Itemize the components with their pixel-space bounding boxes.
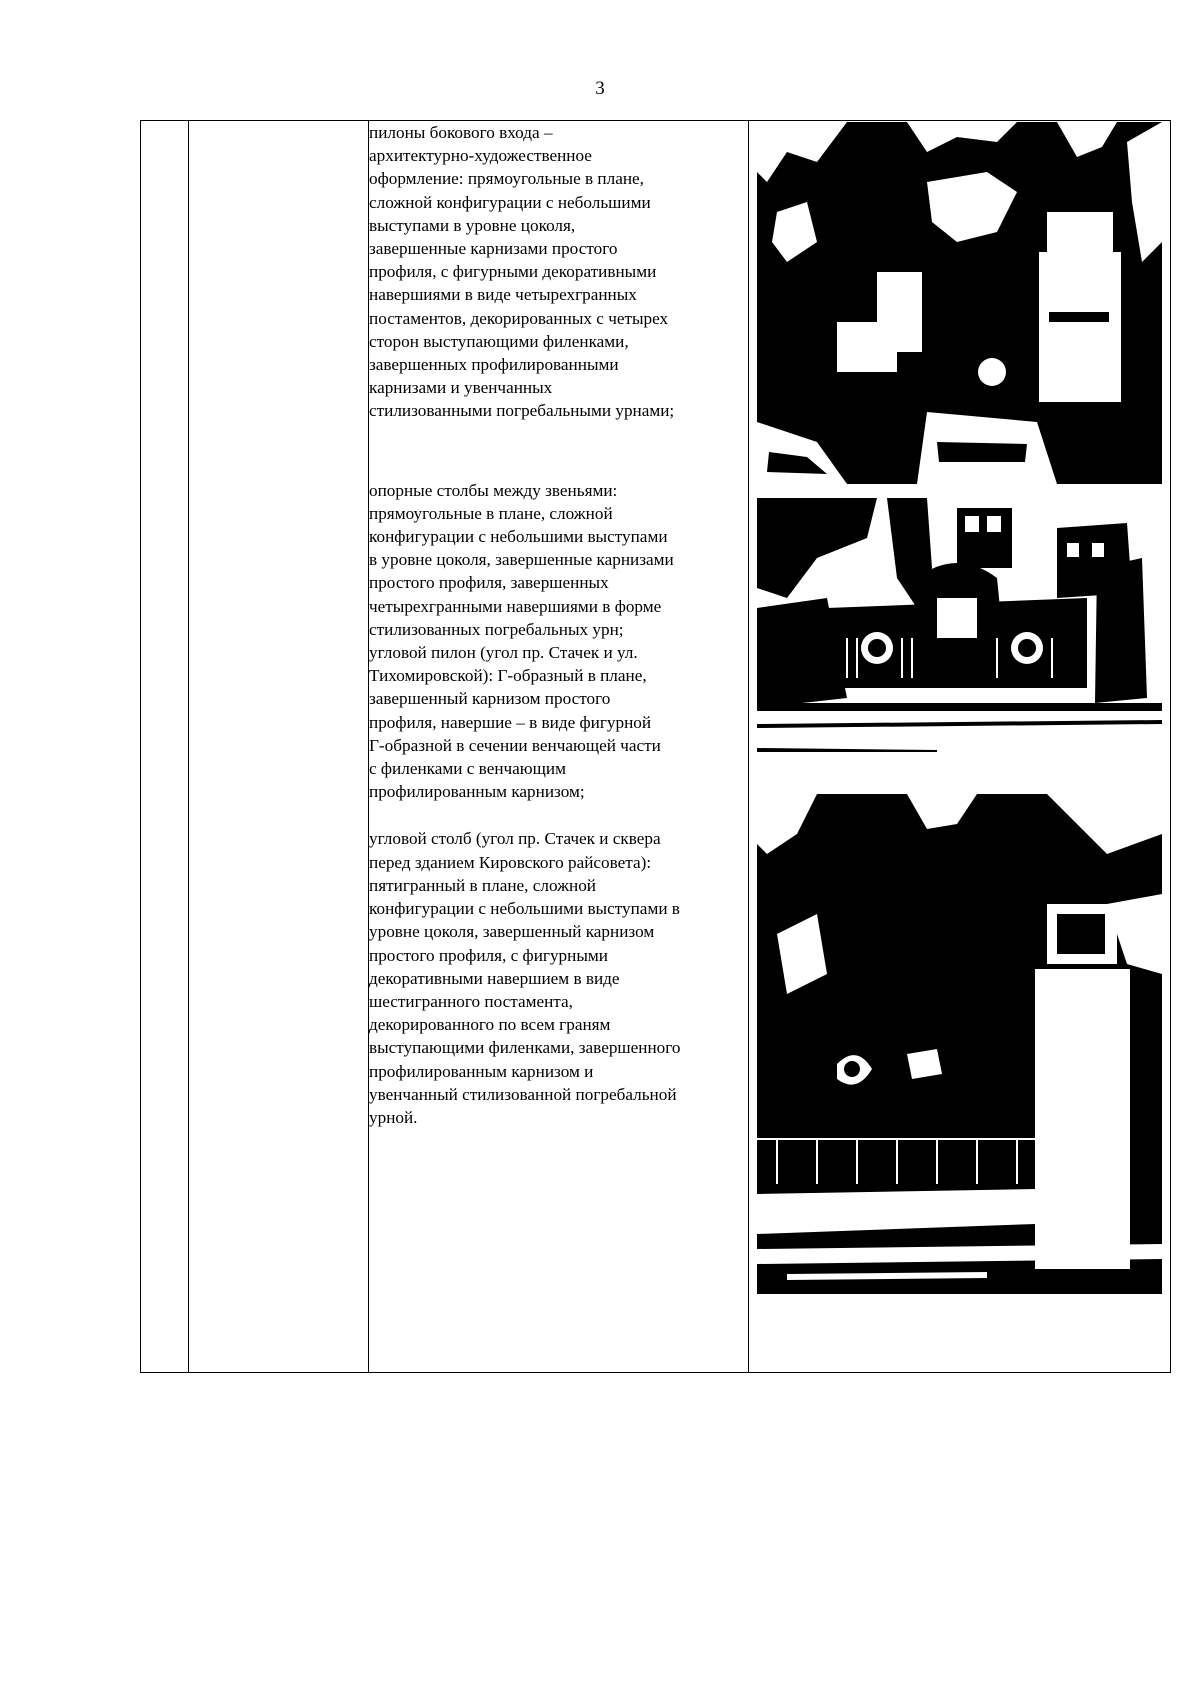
description-support-posts: опорные столбы между звеньями: прямоугольные в плане, сложной конфигурации с небольшими выступами в уровне цоколя, завершенные карнизами простого профиля, завершенных четырехгранными навершиями в форме стилизованных погребальных урн; угловой пилон (угол пр. Стачек и ул. Тихомировской): Г-образный в плане, завершенный карнизом простого профиля, навершие – в виде фигурной Г-образной в сечении венчающей части с филенками с венчающим профилированным карнизом; <box>369 480 674 802</box>
monument-table <box>140 120 1171 1373</box>
page-number: 3 <box>595 78 605 99</box>
description-cell <box>369 121 749 1373</box>
description-corner-post: угловой столб (угол пр. Стачек и сквера перед зданием Кировского райсовета): пятигранный в плане, сложной конфигурации с небольшими выступами в уровне цоколя, завершенный карнизом простого профиля, с фигурными декоративными навершием в виде шестигранного постамента, декорированного по всем граням выступающими филенками, завершенного профилированным карнизом и увенчанный стилизованной погребальной урной. <box>369 829 681 1127</box>
description-side-entrance-pylons: пилоны бокового входа – архитектурно-художественное оформление: прямоугольные в плане, сложной конфигурации с небольшими выступами в уровне цоколя, завершенные карнизами простого профиля, с фигурными декоративными навершиями в виде четырехгранных постаментов, декорированных с четырех сторон выступающими филенками, завершенных профилированными карнизами и увенчанных стилизованными погребальными урнами; <box>369 123 675 421</box>
number-cell <box>141 121 189 1373</box>
photo-cell <box>749 121 1171 1373</box>
table-row <box>141 121 1171 1373</box>
name-cell <box>189 121 369 1373</box>
side-entrance-pylons-photo <box>757 122 1162 484</box>
support-posts-photo <box>757 498 1162 754</box>
corner-post-photo <box>757 794 1162 1294</box>
